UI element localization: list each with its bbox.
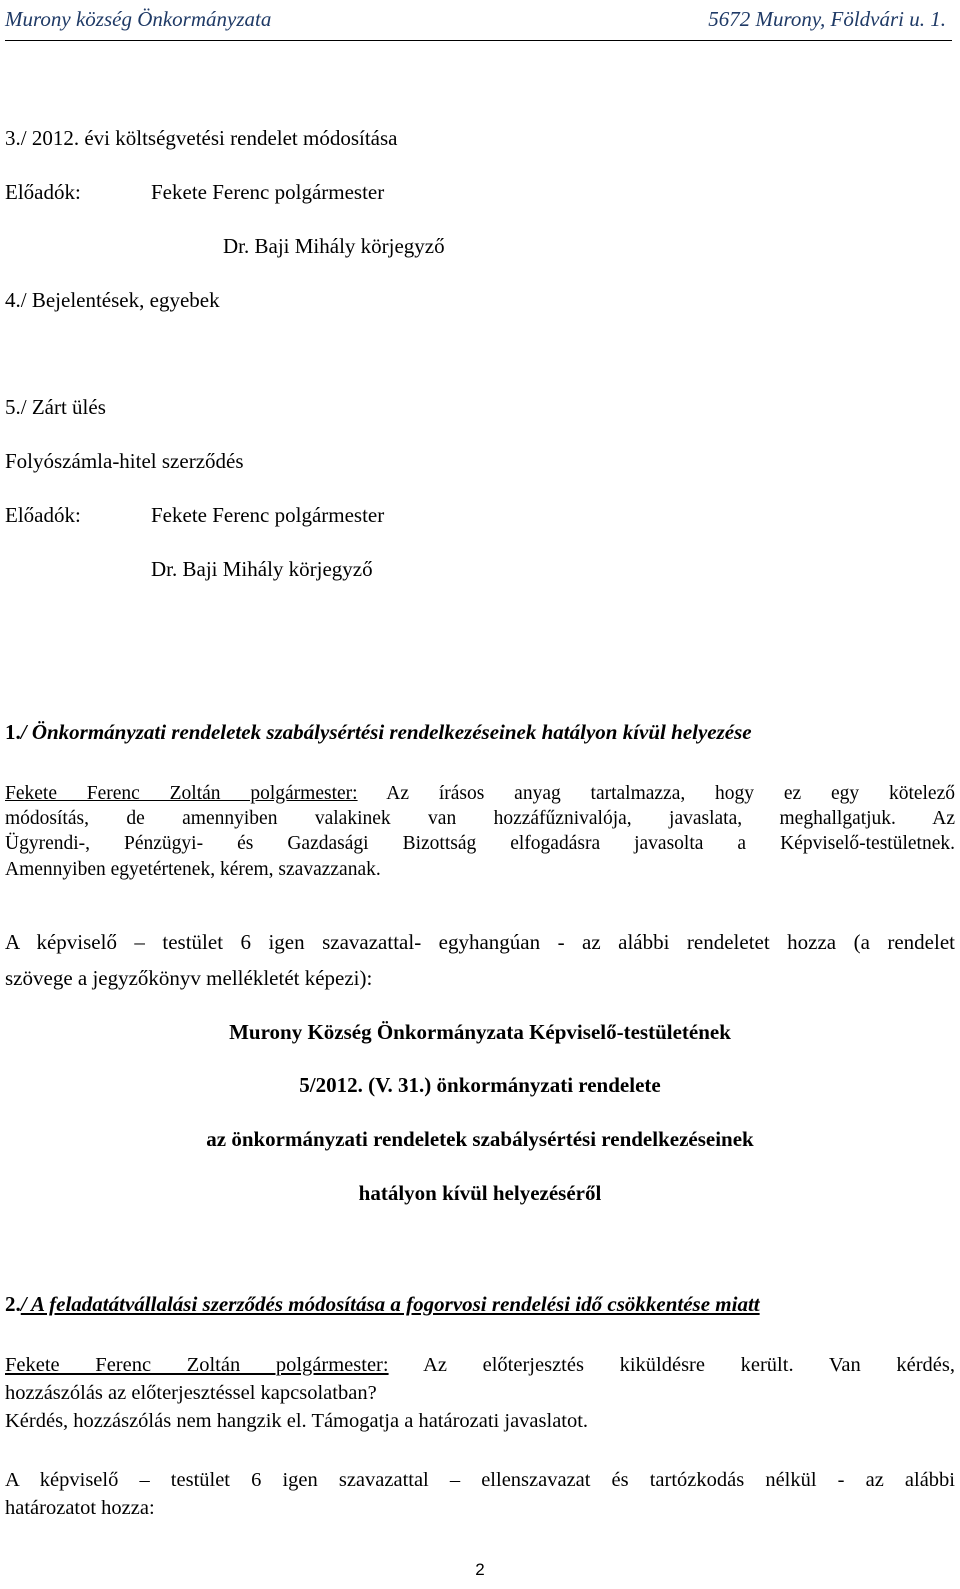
section-1-speech-line-1: Az írásos anyag tartalmazza, hogy ez egy kötelező [357, 783, 955, 804]
agenda-item-4-title: 4./ Bejelentések, egyebek [5, 288, 220, 312]
section-1-title: / Önkormányzati rendeletek szabálysértési rendelkezéseinek hatályon kívül helyezése [20, 720, 752, 744]
section-1-vote-line-1: A képviselő – testület 6 igen szavazattal- egyhangúan - az alábbi rendeletet hozza (a rendelet [5, 930, 955, 954]
agenda-item-3-presenter-1: Fekete Ferenc polgármester [151, 180, 385, 204]
section-1-heading [5, 719, 752, 745]
header-address: 5672 Murony, Földvári u. 1. [708, 7, 946, 31]
section-2-speech [5, 1351, 955, 1435]
page-number: 2 [475, 1560, 485, 1579]
section-1-vote-line-2: szövege a jegyzőkönyv mellékletét képezi): [5, 966, 373, 990]
section-2-speaker: Fekete Ferenc Zoltán polgármester: [5, 1354, 389, 1376]
agenda-item-5-presenter-2: Dr. Baji Mihály körjegyző [151, 557, 373, 581]
section-2-vote-line-1: A képviselő – testület 6 igen szavazattal – ellenszavazat és tartózkodás nélkül - az alábbi [5, 1469, 955, 1491]
section-2-vote [5, 1466, 955, 1522]
agenda-item-5-presenter-1: Fekete Ferenc polgármester [151, 503, 385, 527]
section-2-number: 2. [5, 1292, 21, 1316]
section-1-speech-line-4: Amennyiben egyetértenek, kérem, szavazzanak. [5, 858, 381, 880]
section-2-heading [5, 1291, 760, 1317]
section-1-vote [5, 924, 955, 996]
agenda-item-5-presenter-label: Előadók: [5, 503, 81, 527]
page-header [5, 6, 952, 41]
decree-title-line-4: hatályon kívül helyezéséről [358, 1181, 602, 1205]
section-1-number: 1. [5, 720, 21, 744]
section-1-speech-line-3: Ügyrendi-, Pénzügyi- és Gazdasági Bizottság elfogadásra javasolta a Képviselő-testületnek. [5, 833, 955, 855]
agenda-item-3-title: 3./ 2012. évi költségvetési rendelet módosítása [5, 126, 398, 150]
section-2-speech-line-3: Kérdés, hozzászólás nem hangzik el. Támogatja a határozati javaslatot. [5, 1410, 589, 1432]
section-1-speech [5, 781, 955, 882]
decree-title-line-2: 5/2012. (V. 31.) önkormányzati rendelete [299, 1073, 661, 1097]
section-1-speaker: Fekete Ferenc Zoltán polgármester: [5, 783, 358, 804]
section-1-speech-line-2: módosítás, de amennyiben valakinek van hozzáfűznivalója, javaslata, meghallgatjuk. Az [5, 808, 955, 830]
agenda-item-3-presenter-2: Dr. Baji Mihály körjegyző [223, 234, 445, 258]
decree-title-line-1: Murony Község Önkormányzata Képviselő-testületének [229, 1020, 731, 1044]
decree-title-line-3: az önkormányzati rendeletek szabálysértési rendelkezéseinek [206, 1127, 754, 1151]
agenda-item-5-title: 5./ Zárt ülés [5, 395, 106, 419]
agenda-item-3-presenter-label: Előadók: [5, 180, 81, 204]
section-2-speech-line-1: Az előterjesztés kiküldésre került. Van kérdés, [388, 1354, 955, 1376]
section-2-title: / A feladatátvállalási szerződés módosítása a fogorvosi rendelési idő csökkentése miatt [20, 1292, 760, 1316]
header-organization: Murony község Önkormányzata [5, 7, 272, 31]
section-2-vote-line-2: határozatot hozza: [5, 1497, 155, 1519]
agenda-item-5-subtitle: Folyószámla-hitel szerződés [5, 449, 244, 473]
section-2-speech-line-2: hozzászólás az előterjesztéssel kapcsolatban? [5, 1382, 377, 1404]
